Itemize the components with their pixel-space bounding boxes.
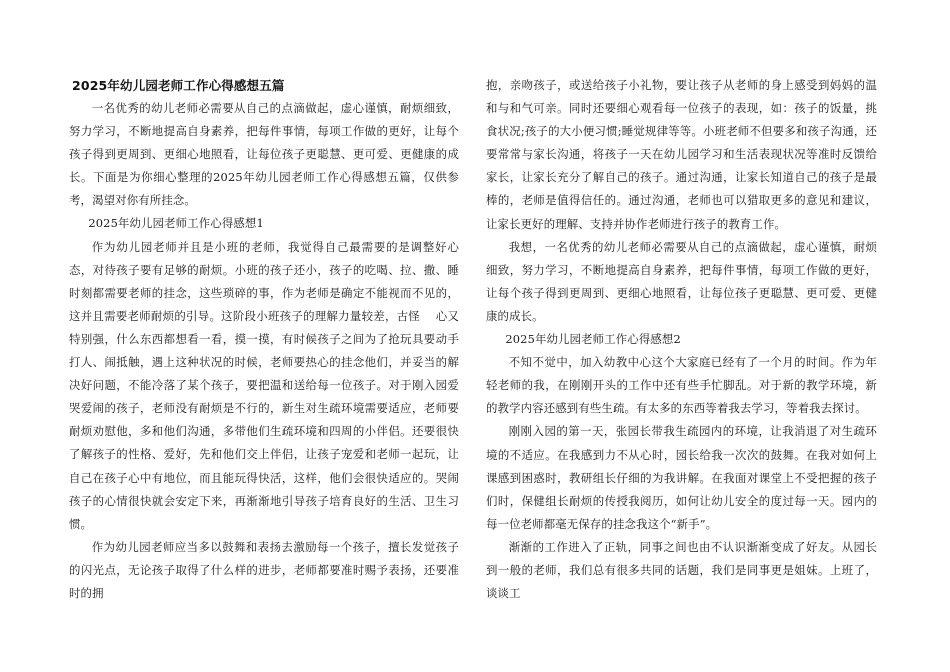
section-1-paragraph-1: 作为幼儿园老师并且是小班的老师，我觉得自己最需要的是调整好心态，对待孩子要有足够的耐烦。小班的孩子还小，孩子的吃喝、拉、撒、睡时刻都需要老师的挂念，这些琐碎的事，作为老师是确定不能视而不见的，这并且需要老师耐烦的引导。这阶段小班孩子的理解力量较差，古怪 心又特别强，什么东西都想看一看，摸一摸，有时候孩子之间为了抢玩具要动手打人、闹抵触，遇上这种状况的时候，老师要热心的挂念他们，并妥当的解决好问题，不能冷落了某个孩子，要把温和送给每一位孩子。对于刚入园爱哭爱闹的孩子，老师没有耐烦是不行的，新生对生疏环境需要适应，老师要耐烦劝慰他，多和他们沟通，多带他们生疏环境和四周的小伴侣。还要很快了解孩子的性格、爱好，先和他们交上伴侣，让孩子宠爱和老师一起玩，让自己在孩子心中有地位，而且能玩得快活，这样，他们会很快适应的。哭闹孩子的心情很快就会安定下来，再渐渐地引导孩子培育良好的生活、卫生习惯。 bbox=[69, 239, 459, 531]
right-column bbox=[486, 74, 877, 605]
left-column bbox=[69, 74, 459, 605]
section-2-paragraph-2: 刚刚入园的第一天，张园长带我生疏园内的环境，让我消退了对生疏环境的不适应。在我感到力不从心时，园长给我一次次的鼓舞。在我对如何上课感到困惑时，教研组长仔细的为我讲解。在我面对课堂上不受把握的孩子们时，保健组长耐烦的传授我阅历，如何让幼儿安全的度过每一天。园内的每一位老师都毫无保存的挂念我这个“新手”。 bbox=[486, 424, 877, 531]
section-1-paragraph-3: 我想，一名优秀的幼儿老师必需要从自己的点滴做起，虚心谨慎，耐烦细致，努力学习，不断地提高自身素养，把每件事情，每项工作做的更好，让每个孩子得到更周到、更细心地照看，让每位孩子更聪慧、更可爱、更健康的成长。 bbox=[486, 239, 877, 323]
intro-paragraph: 一名优秀的幼儿老师必需要从自己的点滴做起，虚心谨慎，耐烦细致，努力学习，不断地提高自身素养，把每件事情，每项工作做的更好，让每个孩子得到更周到、更细心地照看，让每位孩子更聪慧、更可爱、更健康的成长。下面是为你细心整理的2025年幼儿园老师工作心得感想五篇，仅供参考，渴望对你有所挂念。 bbox=[69, 101, 459, 208]
section-heading-1: 2025年幼儿园老师工作心得感想1 bbox=[88, 216, 264, 231]
section-2-paragraph-1: 不知不觉中，加入幼教中心这个大家庭已经有了一个月的时间。作为年轻老师的我，在刚刚开头的工作中还有些手忙脚乱。对于新的教学环境，新的教学内容还感到有些生疏。有太多的东西等着我去学习，等着我去探讨。 bbox=[486, 355, 877, 416]
section-2-paragraph-3: 渐渐的工作进入了正轨，同事之间也由不认识渐渐变成了好友。从园长到一般的老师，我们总有很多共同的话题，我们是同事更是姐妹。上班了，谈谈工 bbox=[486, 539, 877, 601]
section-1-paragraph-2: 作为幼儿园老师应当多以鼓舞和表扬去激励每一个孩子，擅长发觉孩子的闪光点，无论孩子取得了什么样的进步，老师都要准时赐予表扬，还要准时的拥 bbox=[69, 539, 459, 600]
document-title: 2025年幼儿园老师工作心得感想五篇 bbox=[72, 78, 285, 93]
section-1-paragraph-2-continued: 抱，亲吻孩子，或送给孩子小礼物，要让孩子从老师的身上感受到妈妈的温和与和气可亲。同时还要细心观看每一位孩子的表现，如：孩子的饭量，挑食状况;孩子的大小便习惯;睡觉规律等等。小班老师不但要多和孩子沟通，还要常常与家长沟通，将孩子一天在幼儿园学习和生活表现状况等准时反馈给家长，让家长充分了解自己的孩子。通过沟通，让家长知道自己的孩子是最棒的，老师是值得信任的。通过沟通，老师也可以猎取更多的意见和建议，让家长更好的理解、支持并协作老师进行孩子的教育工作。 bbox=[486, 78, 877, 231]
section-heading-2: 2025年幼儿园老师工作心得感想2 bbox=[505, 332, 681, 347]
